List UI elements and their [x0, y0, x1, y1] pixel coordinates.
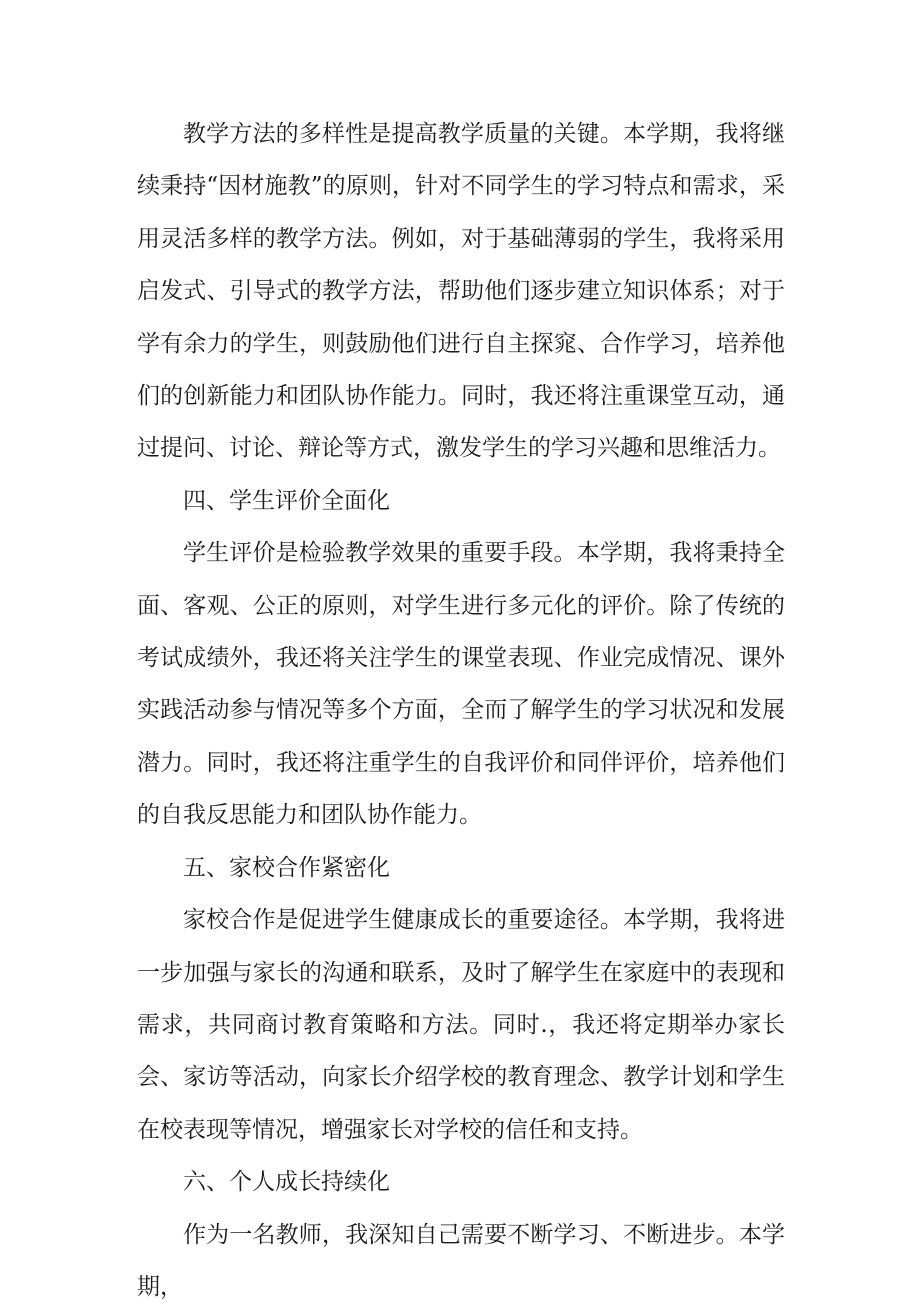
paragraph-home-school-cooperation: 家校合作是促进学生健康成长的重要途径。本学期，我将进一步加强与家长的沟通和联系，及时了解学生在家庭中的表现和需求，共同商讨教育策略和方法。同时.，我还将定期举办家长会、家访等活动，向家长介绍学校的教育理念、教学计划和学生在校表现等情况，增强家长对学校的信任和支持。 — [137, 907, 785, 1143]
paragraph-student-evaluation: 学生评价是检验教学效果的重要手段。本学期，我将秉持全面、客观、公正的原则，对学生进行多元化的评价。除了传统的考试成绩外，我还将关注学生的课堂表现、作业完成情况、课外实践活动参与情况等多个方面，全而了解学生的学习状况和发展潜力。同时，我还将注重学生的自我评价和同伴评价，培养他们的自我反思能力和团队协作能力。 — [137, 540, 785, 829]
paragraph-personal-growth: 作为一名教师，我深知自己需要不断学习、不断进步。本学期， — [137, 1221, 785, 1300]
document-body — [137, 108, 785, 1313]
section-heading-home-school-cooperation: 五、家校合作紧密化 — [183, 854, 390, 881]
paragraph-teaching-methods: 教学方法的多样性是提高教学质量的关键。本学期，我将继续秉持“因材施教”的原则，针对不同学生的学习特点和需求，采用灵活多样的教学方法。例如，对于基础薄弱的学生，我将采用启发式、引导式的教学方法，帮助他们逐步建立知识体系；对于学有余力的学生，则鼓励他们进行自主探窕、合作学习，培养他们的创新能力和团队协作能力。同时，我还将注重课堂互动，通过提问、讨论、辩论等方式，激发学生的学习兴趣和思维活力。 — [137, 121, 785, 462]
section-heading-student-evaluation: 四、学生评价全面化 — [183, 487, 390, 514]
section-heading-personal-growth: 六、个人成长持续化 — [183, 1169, 390, 1196]
